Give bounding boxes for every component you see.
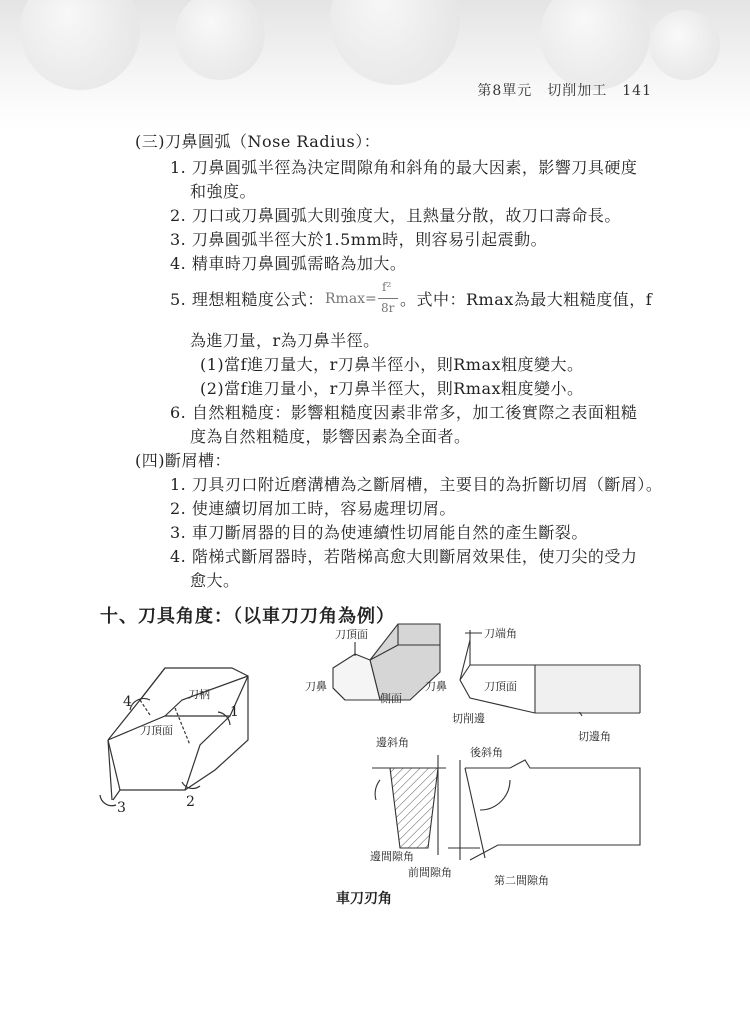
figure-caption: 車刀刃角: [336, 891, 392, 907]
list-item: 為進刀量，r為刀鼻半徑。: [190, 331, 380, 350]
label-shank: 刀柄: [188, 688, 210, 701]
label-back-rake: 後斜角: [470, 746, 503, 759]
list-item: 2. 使連續切屑加工時，容易處理切屑。: [170, 499, 456, 518]
formula-denominator: 8r: [381, 301, 395, 315]
list-item: 4. 精車時刀鼻圓弧需略為加大。: [170, 254, 407, 273]
angle-number-1: 1: [230, 704, 239, 720]
running-head: 第8單元 切削加工 141: [477, 83, 652, 99]
section-title-tool-angles: 十、刀具角度：（以車刀刀角為例）: [100, 606, 395, 627]
label-top-face-a: 刀頂面: [335, 628, 368, 641]
label-cutting-edge: 切削邊: [452, 712, 485, 725]
label-side-face: 側面: [380, 692, 402, 705]
angle-number-2: 2: [186, 794, 195, 810]
list-item: 。式中：Rmax為最大粗糙度值，f: [400, 290, 653, 309]
label-top-face-b: 刀頂面: [484, 680, 517, 693]
list-item: (2)當f進刀量小，r刀鼻半徑大，則Rmax粗度變小。: [200, 379, 584, 398]
angle-number-4: 4: [123, 694, 132, 710]
list-item: 愈大。: [190, 571, 240, 590]
list-item: 3. 車刀斷屑器的目的為使連續性切屑能自然的產生斷裂。: [170, 523, 588, 542]
list-item: (1)當f進刀量大，r刀鼻半徑小，則Rmax粗度變大。: [200, 355, 584, 374]
label-nose-a: 刀鼻: [305, 680, 327, 693]
angle-number-3: 3: [117, 800, 126, 816]
label-second-clearance: 第二間隙角: [494, 874, 549, 887]
list-item: 1. 刀具刃口附近磨溝槽為之斷屑槽，主要目的為折斷切屑（斷屑）。: [170, 475, 663, 494]
list-item: 2. 刀口或刀鼻圓弧大則強度大，且熱量分散，故刀口壽命長。: [170, 206, 621, 225]
list-item: 度為自然粗糙度，影響因素為全面者。: [190, 427, 471, 446]
list-item: 和強度。: [190, 182, 257, 201]
label-top-face-left: 刀頂面: [140, 724, 173, 737]
section-heading-nose-radius: (三)刀鼻圓弧（Nose Radius）：: [135, 132, 381, 151]
label-side-rake: 邊斜角: [376, 736, 409, 749]
label-side-cutting-angle: 切邊角: [578, 730, 611, 743]
label-side-clearance: 邊間隙角: [370, 850, 414, 863]
list-item: 4. 階梯式斷屑器時，若階梯高愈大則斷屑效果佳，使刀尖的受力: [170, 547, 638, 566]
label-nose-b: 刀鼻: [425, 680, 447, 693]
list-item: 1. 刀鼻圓弧半徑為決定間隙角和斜角的最大因素，影響刀具硬度: [170, 158, 638, 177]
formula-lhs: Rmax=: [325, 291, 377, 307]
formula-numerator: f²: [382, 280, 392, 294]
section-right-profile: [465, 760, 640, 860]
list-item: 6. 自然粗糙度：影響粗糙度因素非常多，加工後實際之表面粗糙: [170, 403, 638, 422]
label-end-cutting-angle: 刀端角: [484, 627, 517, 640]
list-item: 3. 刀鼻圓弧半徑大於1.5mm時，則容易引起震動。: [170, 230, 548, 249]
section-heading-chip-breaker: (四)斷屑槽：: [135, 451, 231, 470]
label-front-clearance: 前間隙角: [408, 866, 452, 879]
section-left-hatched: [390, 768, 438, 848]
list-item: 5. 理想粗糙度公式：: [170, 290, 324, 309]
